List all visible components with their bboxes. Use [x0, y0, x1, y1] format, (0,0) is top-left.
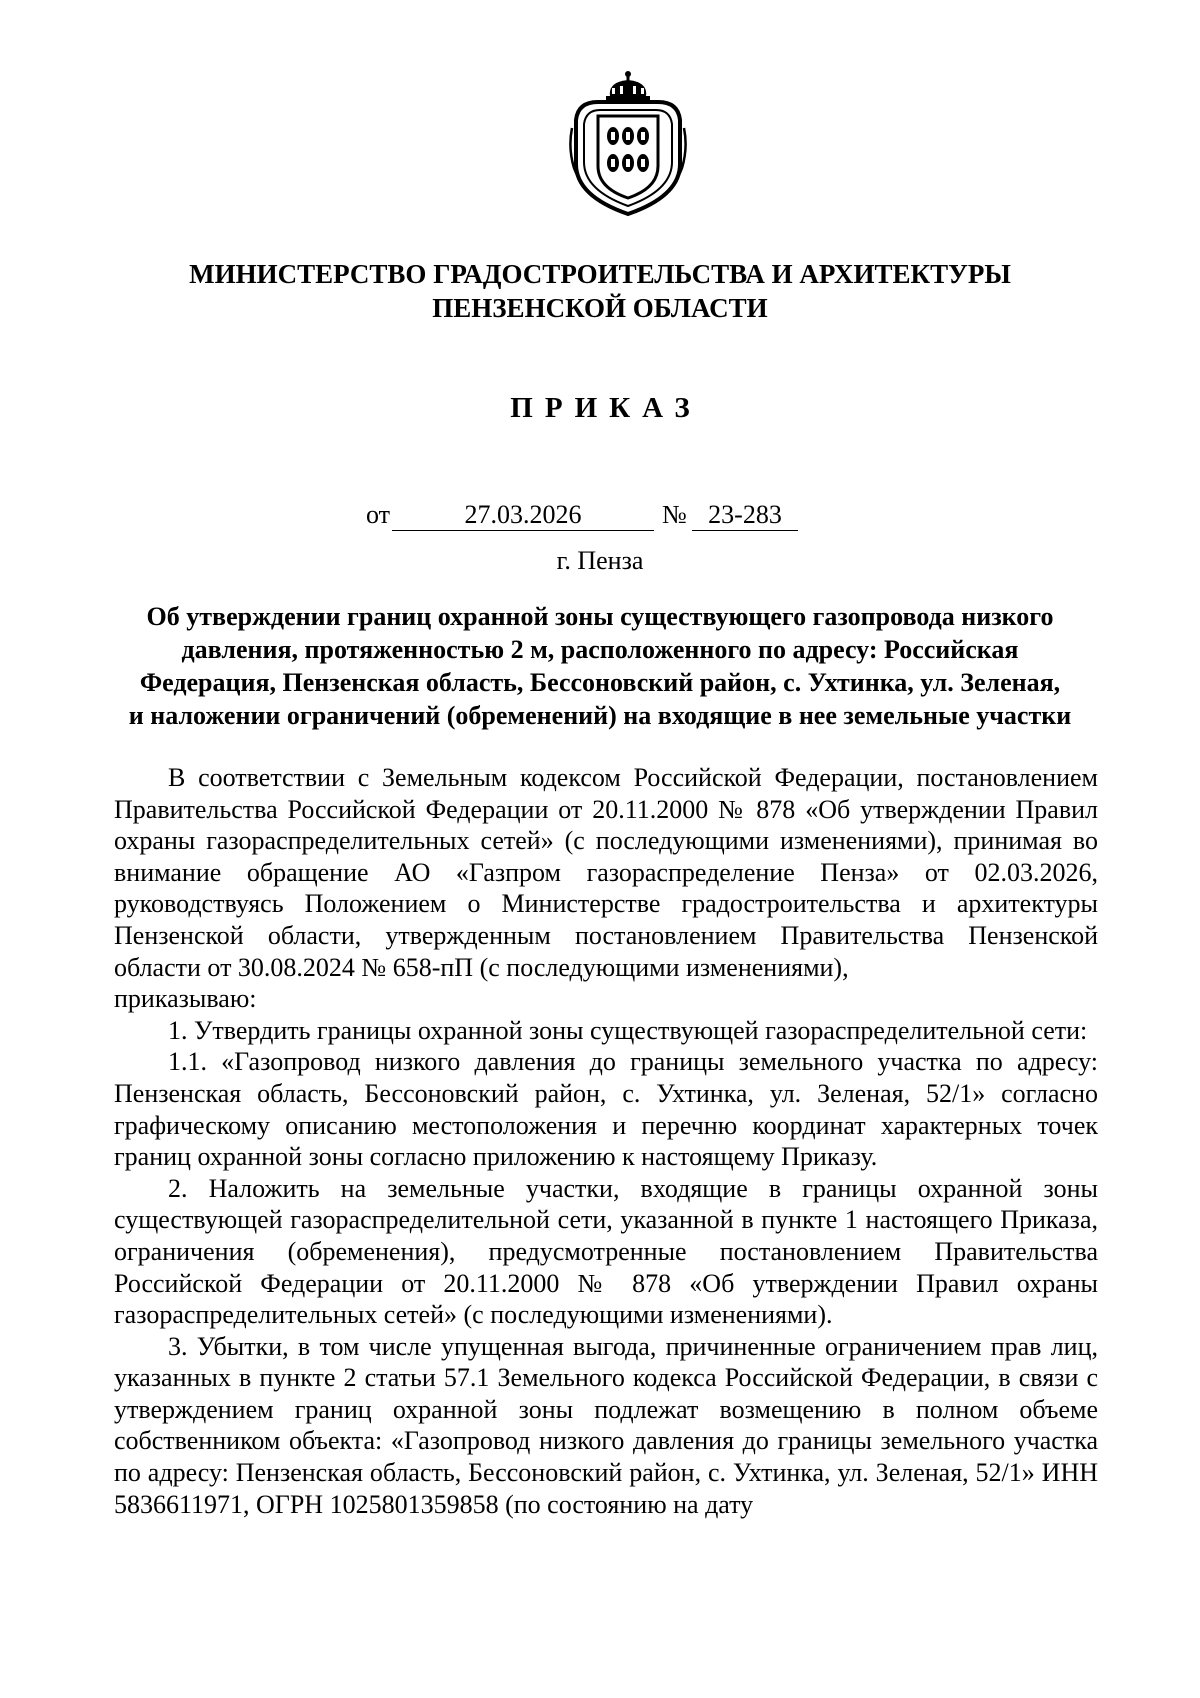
- document-city: г. Пенза: [556, 546, 644, 575]
- document-date: 27.03.2026: [392, 498, 654, 531]
- date-number-line: [0, 498, 1200, 532]
- document-type: ПРИКАЗ: [510, 392, 702, 424]
- title-line1: Об утверждении границ охранной зоны существующего газопровода низкого: [146, 602, 1054, 631]
- number-prefix: №: [662, 500, 687, 529]
- item-1-1: 1.1. «Газопровод низкого давления до границы земельного участка по адресу: Пензенская область, Бессоновский район, с. Ухтинка, ул. Зеленая, 52/1» согласно графическому описанию местоположения и перечню координат характерных точек границ охранной зоны согласно приложению к настоящему Приказу.: [114, 1047, 1098, 1172]
- item-3: 3. Убытки, в том числе упущенная выгода, причиненные ограничением прав лиц, указанных в пункте 2 статьи 57.1 Земельного кодекса Российской Федерации, в связи с утверждением границ охранной зоны подлежат возмещению в полном объеме собственником объекта: «Газопровод низкого давления до границы земельного участка по адресу: Пензенская область, Бессоновский район, с. Ухтинка, ул. Зеленая, 52/1» ИНН 5836611971, ОГРН 1025801359858 (по состоянию на дату: [114, 1331, 1098, 1519]
- document-body: [114, 762, 1098, 1520]
- date-prefix: от: [366, 500, 391, 529]
- title-line4: и наложении ограничений (обременений) на входящие в нее земельные участки: [128, 701, 1072, 730]
- order-word: приказываю:: [114, 984, 257, 1014]
- preamble-paragraph: В соответствии с Земельным кодексом Российской Федерации, постановлением Правительства Российской Федерации от 20.11.2000 № 878 «Об утверждении Правил охраны газораспределительных сетей» (с последующими изменениями), принимая во внимание обращение АО «Газпром газораспределение Пенза» от 02.03.2026, руководствуясь Положением о Министерстве градостроительства и архитектуры Пензенской области, утвержденным постановлением Правительства Пензенской области от 30.08.2024 № 658-пП (с последующими изменениями),: [114, 763, 1098, 982]
- document-title: [120, 600, 1080, 732]
- ministry-name-line2: ПЕНЗЕНСКОЙ ОБЛАСТИ: [432, 293, 768, 323]
- document-number: 23-283: [692, 498, 798, 531]
- coat-of-arms-icon: [568, 68, 688, 218]
- ministry-name-line1: МИНИСТЕРСТВО ГРАДОСТРОИТЕЛЬСТВА И АРХИТЕКТУРЫ: [189, 259, 1011, 289]
- ministry-name: [120, 257, 1080, 325]
- title-line3: Федерация, Пензенская область, Бессоновский район, с. Ухтинка, ул. Зеленая,: [139, 668, 1061, 697]
- item-1: 1. Утвердить границы охранной зоны существующей газораспределительной сети:: [168, 1015, 1088, 1045]
- item-2: 2. Наложить на земельные участки, входящие в границы охранной зоны существующей газораспределительной сети, указанной в пункте 1 настоящего Приказа, ограничения (обременения), предусмотренные постановлением Правительства Российской Федерации от 20.11.2000 № 878 «Об утверждении Правил охраны газораспределительных сетей» (с последующими изменениями).: [114, 1173, 1098, 1330]
- title-line2: давления, протяженностью 2 м, расположенного по адресу: Российская: [181, 635, 1019, 664]
